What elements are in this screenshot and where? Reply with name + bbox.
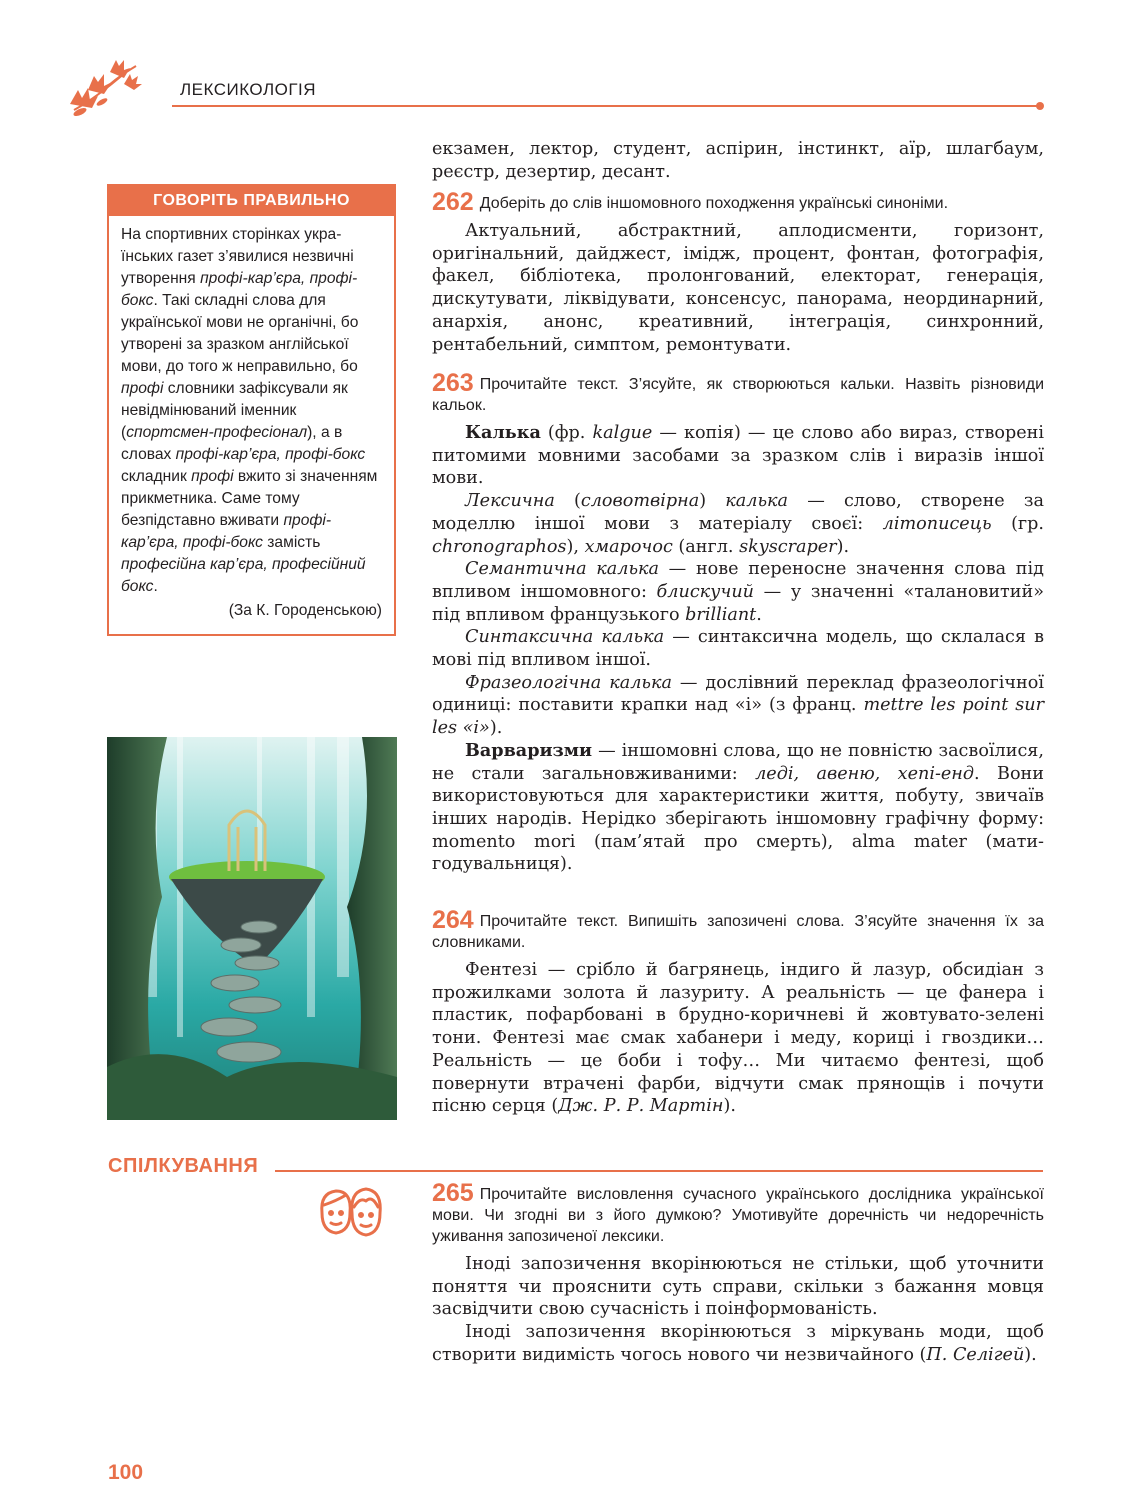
exercise-265-task: 265 Прочитайте висловлення сучасного українського дослідника української мови. Чи згодні ви з його думкою? Умотивуйте доречність чи недоречність уживання запозиченої лексики. [432,1179,1044,1245]
speak-correctly-text: На спортивних сторінках укра-їнських газет з’явилися незвичні утворення профі-кар’єра, профі-бокс. Такі складні слова для української мови не органічні, бо утворені за зразком англійської мови, до того ж неправильно, бо профі словники зафіксували як невідмінюваний іменник (спортсмен-професіонал), а в словах профі-кар’єра, профі-бокс складник профі вжито зі значенням прикметника. Саме тому безпідставно вживати профі-кар’єра, профі-бокс замість професійна кар’єра, професійний бокс. (За К. Городенською) [109,216,394,622]
exercise-264-number: 264 [432,906,474,934]
header-dot [1036,102,1044,110]
exercise-262 [432,188,1044,356]
running-head: ЛЕКСИКОЛОГІЯ [180,80,317,99]
word-list: екзамен, лектор, студент, аспірин, інстинкт, аїр, шлагбаум, реєстр, дезертир, десант. [432,139,1044,182]
exercise-264 [432,906,1044,1118]
two-faces-icon [316,1183,386,1239]
exercise-262-text: Актуальний, абстрактний, аплодисменти, горизонт, оригінальний, дайджест, імідж, процент, фонтан, фотографія, факел, бібліотека, пролонгований, електорат, генерація, дискутувати, ліквідувати, консенсус, панорама, неординарний, анархія, анонс, креативний, інтеграція, синхронний, рентабельний, симптом, ремонтувати. [432,221,1044,355]
exercise-261-tail [432,138,1044,183]
fantasy-waterfall-illustration [107,737,397,1120]
flower-branch-icon [66,58,146,118]
semantic-calque: Семантична калька — нове переносне значення слова під впливом іншомовного: блискучий — у значенні «талановитий» під впливом французького brilliant. [432,559,1044,625]
syntactic-calque: Синтаксична калька — синтаксична модель, що склалася в мові під впливом іншої. [432,627,1044,671]
speak-correctly-title: ГОВОРІТЬ ПРАВИЛЬНО [109,186,394,216]
communication-heading: СПІЛКУВАННЯ [108,1155,259,1177]
communication-rule [275,1170,1043,1172]
exercise-265-number: 265 [432,1179,474,1207]
calque-definition: Калька (фр. kalgue — копія) — це слово або вираз, створені питомими мовними засобами за зразком слів і виразів іншої мови. [432,422,1044,489]
exercise-262-task: 262 Доберіть до слів іншомовного походження українські синоніми. [432,188,949,216]
exercise-265 [432,1179,1044,1367]
header-rule [172,105,1038,107]
phraseological-calque: Фразеологічна калька — дослівний переклад фразеологічної одиниці: поставити крапки над «і» (з франц. mettre les point sur les «i»). [432,672,1045,739]
speak-correctly-box [107,184,396,636]
exercise-262-number: 262 [432,188,474,216]
barbarisms: Варваризми — іншомовні слова, що не повністю засвоїлися, не стали загальновживаними: леді, авеню, хепі-енд. Вони використовуються для характеристики життя, побуту, звичаїв інших народів. Нерідко зберігають іншомовну графічну форму: momento mori (пам’ятай про смерть), alma mater (мати-годувальниця). [432,739,1044,875]
exercise-263-task: 263 Прочитайте текст. З’ясуйте, як створюються кальки. Назвіть різновиди кальок. [432,369,1044,414]
exercise-265-paragraph-1: Іноді запозичення вкорінюються не стільки, щоб уточнити поняття чи прояснити суть справи, скільки з бажання мовця засвідчити свою сучасність і поінформованість. [432,1254,1044,1320]
fantasy-quote: Фентезі — срібло й багрянець, індиго й лазур, обсидіан з прожилками золота й лазуриту. А реальність — це фанера і пластик, пофарбовані в брудно-коричневі й жовтувато-зелені тони. Фентезі має смак хабанери і меду, кориці і гвоздики… Реальність — це боби і тофу… Ми читаємо фентезі, щоб повернути втрачені фарби, відчути смак прянощів і почути пісню серця (Дж. Р. Р. Мартін). [432,960,1044,1117]
exercise-263 [432,369,1045,876]
page-number: 100 [108,1461,144,1484]
lexical-calque: Лексична (словотвірна) калька — слово, створене за моделлю іншої мови з матеріалу своєї: літописець (гр. chronographos), хмарочос (англ. skyscraper). [432,491,1045,557]
exercise-265-paragraph-2: Іноді запозичення вкорінюються з міркувань моди, щоб створити видимість чогось нового чи незвичайного (П. Селігей). [432,1322,1044,1365]
speak-correctly-source: (За К. Городенською) [228,602,382,619]
exercise-264-task: 264 Прочитайте текст. Випишіть запозичені слова. З’ясуйте значення їх за словниками. [432,906,1044,951]
exercise-263-number: 263 [432,369,474,397]
